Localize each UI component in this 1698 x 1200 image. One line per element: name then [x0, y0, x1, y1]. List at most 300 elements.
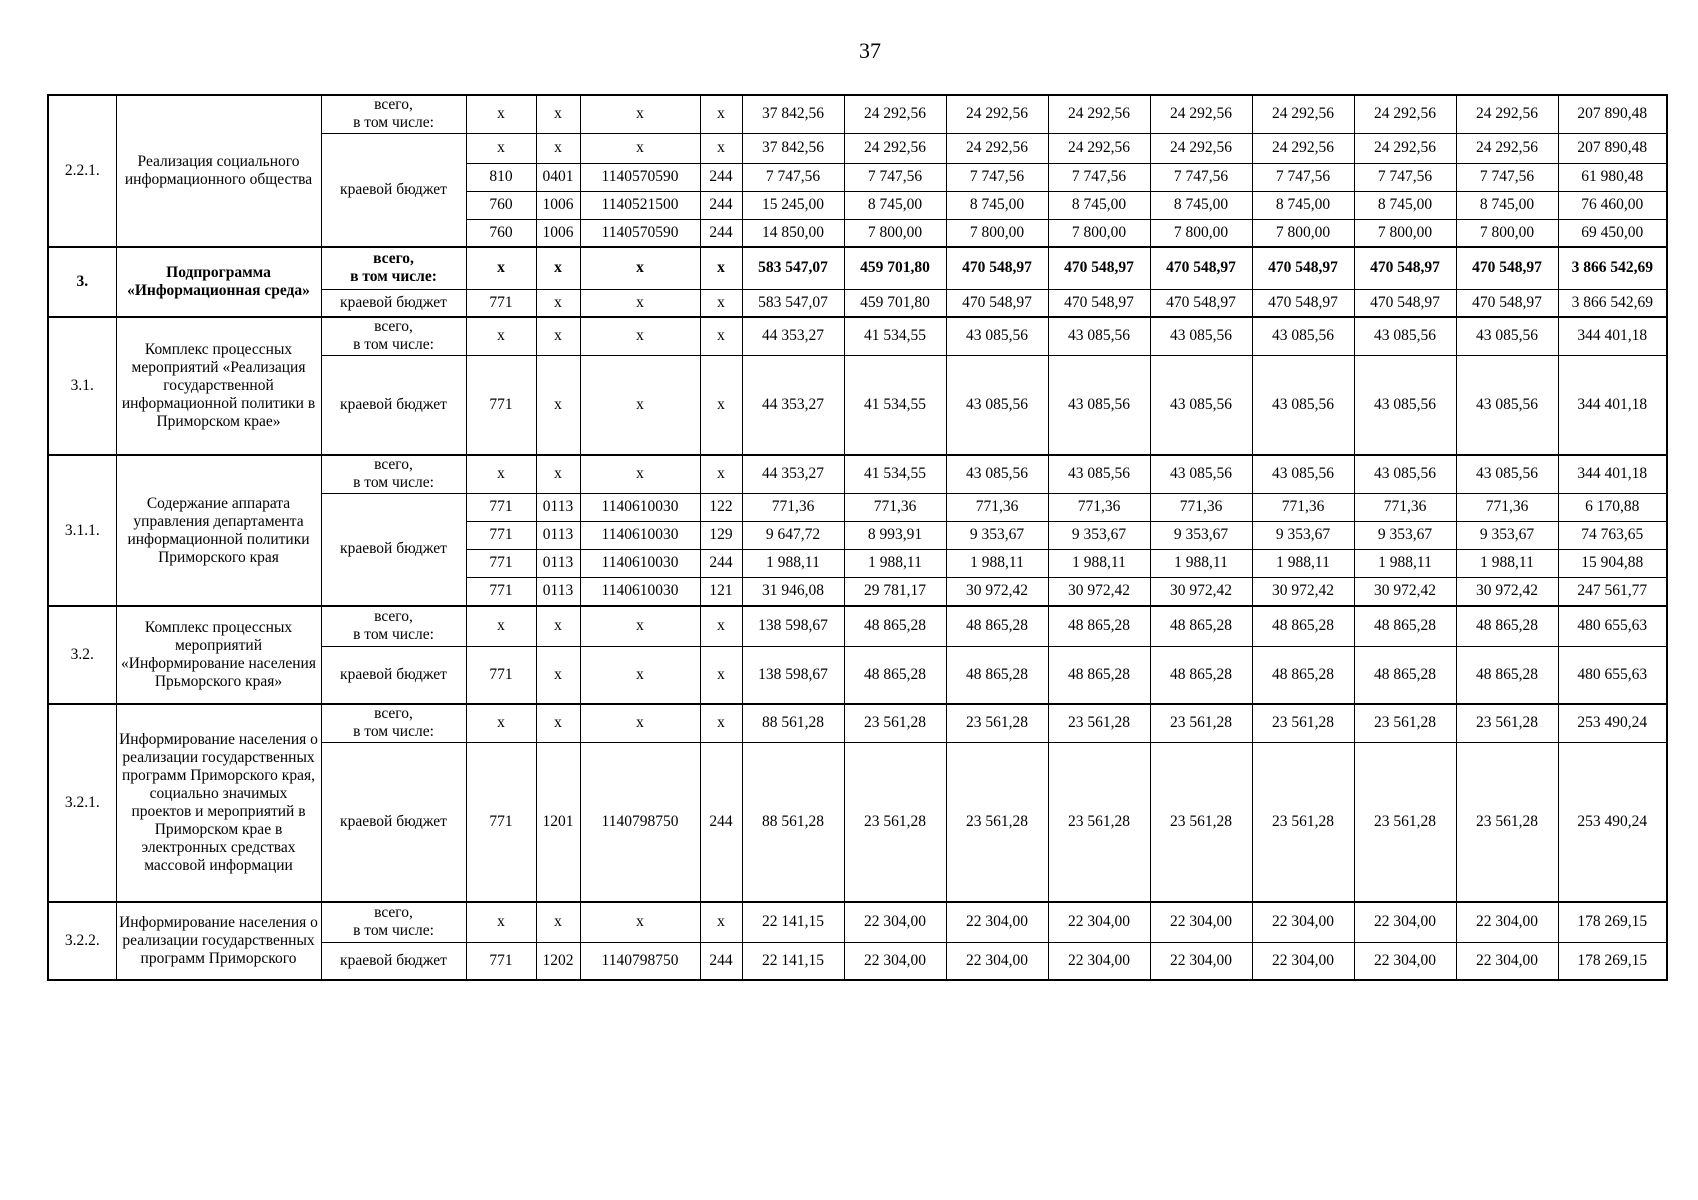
table-row — [48, 902, 1667, 942]
row-index: 3.2.2. — [48, 902, 116, 980]
budget-code-cell: х — [536, 455, 580, 493]
amount-cell: 37 842,56 — [742, 133, 844, 163]
amount-cell: 48 865,28 — [1252, 646, 1354, 704]
amount-cell: 30 972,42 — [1150, 577, 1252, 606]
amount-cell: 43 085,56 — [1252, 317, 1354, 355]
amount-cell: 22 304,00 — [1048, 902, 1150, 942]
budget-code-cell: 771 — [466, 549, 536, 577]
amount-cell: 22 304,00 — [946, 902, 1048, 942]
budget-code-cell: 810 — [466, 163, 536, 191]
amount-cell: 24 292,56 — [946, 133, 1048, 163]
budget-code-cell: х — [580, 355, 700, 455]
amount-cell: 7 747,56 — [742, 163, 844, 191]
amount-cell: 43 085,56 — [1252, 355, 1354, 455]
amount-cell: 470 548,97 — [1252, 289, 1354, 317]
source-total-label — [321, 606, 466, 646]
budget-code-cell: х — [580, 289, 700, 317]
budget-code-cell: 771 — [466, 942, 536, 980]
amount-cell: 9 353,67 — [1048, 521, 1150, 549]
budget-code-cell: 0401 — [536, 163, 580, 191]
amount-cell: 247 561,77 — [1558, 577, 1667, 606]
amount-cell: 771,36 — [844, 493, 946, 521]
budget-code-cell: 121 — [700, 577, 742, 606]
amount-cell: 7 800,00 — [946, 219, 1048, 247]
row-name: Комплекс процессных мероприятий «Информирование населения Прьморского края» — [116, 606, 321, 704]
row-name: Подпрограмма «Информационная среда» — [116, 247, 321, 317]
amount-cell: 1 988,11 — [844, 549, 946, 577]
amount-cell: 31 946,08 — [742, 577, 844, 606]
amount-cell: 7 747,56 — [946, 163, 1048, 191]
amount-cell: 48 865,28 — [844, 606, 946, 646]
amount-cell: 23 561,28 — [1252, 742, 1354, 902]
amount-cell: 24 292,56 — [1252, 133, 1354, 163]
budget-code-cell: 244 — [700, 191, 742, 219]
budget-code-cell: х — [536, 247, 580, 289]
amount-cell: 30 972,42 — [1048, 577, 1150, 606]
vsego-label: всего, — [374, 608, 413, 626]
vsego-label: всего, — [374, 904, 413, 922]
budget-code-cell: 1140570590 — [580, 219, 700, 247]
amount-cell: 8 745,00 — [1150, 191, 1252, 219]
amount-cell: 23 561,28 — [1048, 704, 1150, 742]
source-kraevoy-label: краевой бюджет — [321, 289, 466, 317]
amount-cell: 253 490,24 — [1558, 742, 1667, 902]
vsego-label: всего, — [374, 318, 413, 336]
amount-cell: 44 353,27 — [742, 317, 844, 355]
budget-code-cell: 771 — [466, 742, 536, 902]
vsego-label: всего, — [374, 456, 413, 474]
amount-cell: 24 292,56 — [1048, 95, 1150, 133]
budget-code-cell: х — [466, 133, 536, 163]
amount-cell: 1 988,11 — [742, 549, 844, 577]
amount-cell: 48 865,28 — [946, 606, 1048, 646]
amount-cell: 771,36 — [1150, 493, 1252, 521]
row-index: 2.2.1. — [48, 95, 116, 247]
amount-cell: 23 561,28 — [946, 742, 1048, 902]
budget-code-cell: х — [466, 95, 536, 133]
amount-cell: 470 548,97 — [1150, 247, 1252, 289]
row-name: Реализация социального информационного общества — [116, 95, 321, 247]
v-tom-chisle-label: в том числе: — [353, 922, 434, 940]
source-total-label — [321, 317, 466, 355]
source-kraevoy-label: краевой бюджет — [321, 646, 466, 704]
amount-cell: 24 292,56 — [1354, 95, 1456, 133]
budget-code-cell: 244 — [700, 549, 742, 577]
amount-cell: 8 745,00 — [1048, 191, 1150, 219]
amount-cell: 6 170,88 — [1558, 493, 1667, 521]
amount-cell: 9 647,72 — [742, 521, 844, 549]
amount-cell: 470 548,97 — [946, 247, 1048, 289]
budget-code-cell: 244 — [700, 942, 742, 980]
budget-code-cell: 771 — [466, 289, 536, 317]
budget-code-cell: х — [536, 704, 580, 742]
amount-cell: 24 292,56 — [1048, 133, 1150, 163]
amount-cell: 43 085,56 — [1150, 355, 1252, 455]
amount-cell: 1 988,11 — [1048, 549, 1150, 577]
amount-cell: 43 085,56 — [1456, 355, 1558, 455]
budget-code-cell: 771 — [466, 493, 536, 521]
budget-code-cell: 1140610030 — [580, 549, 700, 577]
amount-cell: 8 745,00 — [1354, 191, 1456, 219]
amount-cell: 1 988,11 — [946, 549, 1048, 577]
budget-code-cell: 1201 — [536, 742, 580, 902]
amount-cell: 1 988,11 — [1150, 549, 1252, 577]
budget-code-cell: х — [700, 902, 742, 942]
budget-code-cell: х — [580, 133, 700, 163]
amount-cell: 583 547,07 — [742, 289, 844, 317]
amount-cell: 22 304,00 — [1354, 902, 1456, 942]
amount-cell: 24 292,56 — [946, 95, 1048, 133]
budget-code-cell: х — [536, 289, 580, 317]
amount-cell: 30 972,42 — [1354, 577, 1456, 606]
amount-cell: 138 598,67 — [742, 606, 844, 646]
amount-cell: 43 085,56 — [1048, 355, 1150, 455]
budget-code-cell: х — [580, 455, 700, 493]
budget-code-cell: 1140798750 — [580, 942, 700, 980]
amount-cell: 480 655,63 — [1558, 646, 1667, 704]
source-total-label — [321, 704, 466, 742]
budget-code-cell: х — [466, 247, 536, 289]
amount-cell: 23 561,28 — [1456, 704, 1558, 742]
v-tom-chisle-label: в том числе: — [353, 114, 434, 132]
budget-code-cell: 244 — [700, 163, 742, 191]
budget-code-cell: х — [580, 646, 700, 704]
amount-cell: 771,36 — [742, 493, 844, 521]
budget-code-cell: х — [700, 646, 742, 704]
amount-cell: 48 865,28 — [1252, 606, 1354, 646]
amount-cell: 344 401,18 — [1558, 317, 1667, 355]
amount-cell: 9 353,67 — [1150, 521, 1252, 549]
amount-cell: 1 988,11 — [1354, 549, 1456, 577]
row-name: Комплекс процессных мероприятий «Реализация государственной информационной политики в Приморском крае» — [116, 317, 321, 455]
budget-code-cell: 1140610030 — [580, 521, 700, 549]
amount-cell: 178 269,15 — [1558, 942, 1667, 980]
amount-cell: 23 561,28 — [1354, 742, 1456, 902]
amount-cell: 37 842,56 — [742, 95, 844, 133]
budget-code-cell: х — [536, 606, 580, 646]
budget-code-cell: х — [700, 355, 742, 455]
amount-cell: 178 269,15 — [1558, 902, 1667, 942]
amount-cell: 8 745,00 — [844, 191, 946, 219]
amount-cell: 48 865,28 — [844, 646, 946, 704]
amount-cell: 48 865,28 — [1354, 606, 1456, 646]
amount-cell: 43 085,56 — [1354, 355, 1456, 455]
amount-cell: 43 085,56 — [1252, 455, 1354, 493]
amount-cell: 207 890,48 — [1558, 133, 1667, 163]
amount-cell: 22 304,00 — [1456, 902, 1558, 942]
budget-code-cell: х — [580, 317, 700, 355]
source-total-label — [321, 95, 466, 133]
amount-cell: 7 747,56 — [844, 163, 946, 191]
budget-code-cell: 1202 — [536, 942, 580, 980]
amount-cell: 8 993,91 — [844, 521, 946, 549]
v-tom-chisle-label: в том числе: — [353, 336, 434, 354]
amount-cell: 771,36 — [946, 493, 1048, 521]
budget-code-cell: 1006 — [536, 219, 580, 247]
amount-cell: 22 304,00 — [1150, 942, 1252, 980]
amount-cell: 41 534,55 — [844, 355, 946, 455]
amount-cell: 138 598,67 — [742, 646, 844, 704]
amount-cell: 43 085,56 — [1456, 317, 1558, 355]
amount-cell: 24 292,56 — [1354, 133, 1456, 163]
budget-code-cell: х — [466, 317, 536, 355]
budget-code-cell: х — [580, 95, 700, 133]
budget-code-cell: 129 — [700, 521, 742, 549]
amount-cell: 44 353,27 — [742, 355, 844, 455]
amount-cell: 207 890,48 — [1558, 95, 1667, 133]
amount-cell: 22 141,15 — [742, 942, 844, 980]
amount-cell: 253 490,24 — [1558, 704, 1667, 742]
budget-code-cell: х — [700, 247, 742, 289]
source-total-label — [321, 247, 466, 289]
row-index: 3.2.1. — [48, 704, 116, 902]
vsego-label: всего, — [374, 96, 413, 114]
amount-cell: 771,36 — [1252, 493, 1354, 521]
budget-code-cell: 244 — [700, 742, 742, 902]
amount-cell: 470 548,97 — [1150, 289, 1252, 317]
amount-cell: 23 561,28 — [1048, 742, 1150, 902]
amount-cell: 7 800,00 — [1354, 219, 1456, 247]
source-kraevoy-label: краевой бюджет — [321, 355, 466, 455]
amount-cell: 61 980,48 — [1558, 163, 1667, 191]
amount-cell: 43 085,56 — [1354, 455, 1456, 493]
amount-cell: 771,36 — [1048, 493, 1150, 521]
amount-cell: 43 085,56 — [1048, 455, 1150, 493]
budget-code-cell: х — [536, 133, 580, 163]
amount-cell: 470 548,97 — [1048, 289, 1150, 317]
amount-cell: 43 085,56 — [1150, 317, 1252, 355]
budget-code-cell: 1006 — [536, 191, 580, 219]
amount-cell: 43 085,56 — [1354, 317, 1456, 355]
amount-cell: 7 800,00 — [1048, 219, 1150, 247]
amount-cell: 7 747,56 — [1150, 163, 1252, 191]
budget-code-cell: 760 — [466, 191, 536, 219]
table-row — [48, 455, 1667, 493]
amount-cell: 29 781,17 — [844, 577, 946, 606]
amount-cell: 7 800,00 — [844, 219, 946, 247]
amount-cell: 344 401,18 — [1558, 455, 1667, 493]
budget-code-cell: 0113 — [536, 549, 580, 577]
amount-cell: 1 988,11 — [1252, 549, 1354, 577]
amount-cell: 22 304,00 — [1252, 902, 1354, 942]
amount-cell: 48 865,28 — [1456, 646, 1558, 704]
amount-cell: 7 747,56 — [1048, 163, 1150, 191]
amount-cell: 22 141,15 — [742, 902, 844, 942]
amount-cell: 7 747,56 — [1456, 163, 1558, 191]
budget-code-cell: 0113 — [536, 577, 580, 606]
amount-cell: 48 865,28 — [1048, 606, 1150, 646]
source-kraevoy-label: краевой бюджет — [321, 493, 466, 606]
amount-cell: 8 745,00 — [946, 191, 1048, 219]
page-number: 37 — [859, 38, 881, 63]
budget-code-cell: х — [580, 606, 700, 646]
amount-cell: 23 561,28 — [1456, 742, 1558, 902]
amount-cell: 23 561,28 — [844, 704, 946, 742]
budget-code-cell: 0113 — [536, 521, 580, 549]
amount-cell: 43 085,56 — [946, 317, 1048, 355]
budget-code-cell: 771 — [466, 577, 536, 606]
budget-code-cell: 771 — [466, 355, 536, 455]
amount-cell: 24 292,56 — [1252, 95, 1354, 133]
source-total-label — [321, 902, 466, 942]
amount-cell: 23 561,28 — [1252, 704, 1354, 742]
amount-cell: 22 304,00 — [844, 942, 946, 980]
amount-cell: 14 850,00 — [742, 219, 844, 247]
amount-cell: 43 085,56 — [1150, 455, 1252, 493]
amount-cell: 76 460,00 — [1558, 191, 1667, 219]
amount-cell: 43 085,56 — [1456, 455, 1558, 493]
amount-cell: 41 534,55 — [844, 455, 946, 493]
source-kraevoy-label: краевой бюджет — [321, 942, 466, 980]
budget-code-cell: х — [536, 646, 580, 704]
amount-cell: 470 548,97 — [1354, 289, 1456, 317]
amount-cell: 7 747,56 — [1354, 163, 1456, 191]
amount-cell: 48 865,28 — [1456, 606, 1558, 646]
amount-cell: 23 561,28 — [1150, 742, 1252, 902]
amount-cell: 470 548,97 — [1252, 247, 1354, 289]
budget-code-cell: х — [580, 704, 700, 742]
table-row — [48, 317, 1667, 355]
amount-cell: 88 561,28 — [742, 742, 844, 902]
budget-code-cell: х — [700, 606, 742, 646]
amount-cell: 459 701,80 — [844, 289, 946, 317]
amount-cell: 48 865,28 — [1150, 606, 1252, 646]
amount-cell: 3 866 542,69 — [1558, 247, 1667, 289]
amount-cell: 43 085,56 — [946, 355, 1048, 455]
amount-cell: 470 548,97 — [1354, 247, 1456, 289]
amount-cell: 7 800,00 — [1150, 219, 1252, 247]
budget-code-cell: х — [466, 902, 536, 942]
amount-cell: 74 763,65 — [1558, 521, 1667, 549]
amount-cell: 15 904,88 — [1558, 549, 1667, 577]
amount-cell: 8 745,00 — [1456, 191, 1558, 219]
budget-code-cell: 1140798750 — [580, 742, 700, 902]
budget-code-cell: х — [466, 606, 536, 646]
amount-cell: 48 865,28 — [946, 646, 1048, 704]
budget-code-cell: 1140610030 — [580, 577, 700, 606]
amount-cell: 43 085,56 — [1048, 317, 1150, 355]
budget-code-cell: 122 — [700, 493, 742, 521]
budget-code-cell: х — [536, 317, 580, 355]
row-name: Информирование населения о реализации государственных программ Приморского — [116, 902, 321, 980]
amount-cell: 1 988,11 — [1456, 549, 1558, 577]
source-total-label — [321, 455, 466, 493]
amount-cell: 470 548,97 — [1456, 289, 1558, 317]
amount-cell: 480 655,63 — [1558, 606, 1667, 646]
budget-code-cell: 1140570590 — [580, 163, 700, 191]
amount-cell: 9 353,67 — [1456, 521, 1558, 549]
amount-cell: 470 548,97 — [1048, 247, 1150, 289]
v-tom-chisle-label: в том числе: — [353, 474, 434, 492]
budget-code-cell: х — [700, 317, 742, 355]
budget-code-cell: х — [536, 95, 580, 133]
amount-cell: 7 800,00 — [1252, 219, 1354, 247]
budget-table — [47, 94, 1668, 981]
amount-cell: 22 304,00 — [946, 942, 1048, 980]
amount-cell: 22 304,00 — [1354, 942, 1456, 980]
budget-code-cell: 1140521500 — [580, 191, 700, 219]
row-name: Информирование населения о реализации государственных программ Приморского края, социально значимых проектов и мероприятий в Приморском крае в электронных средствах массовой информации — [116, 704, 321, 902]
budget-code-cell: 0113 — [536, 493, 580, 521]
amount-cell: 23 561,28 — [844, 742, 946, 902]
amount-cell: 24 292,56 — [1456, 133, 1558, 163]
row-index: 3. — [48, 247, 116, 317]
amount-cell: 24 292,56 — [844, 95, 946, 133]
amount-cell: 470 548,97 — [1456, 247, 1558, 289]
row-index: 3.1.1. — [48, 455, 116, 606]
amount-cell: 22 304,00 — [1150, 902, 1252, 942]
amount-cell: 48 865,28 — [1048, 646, 1150, 704]
budget-code-cell: 1140610030 — [580, 493, 700, 521]
budget-code-cell: 771 — [466, 646, 536, 704]
amount-cell: 48 865,28 — [1354, 646, 1456, 704]
amount-cell: 23 561,28 — [1150, 704, 1252, 742]
budget-code-cell: 771 — [466, 521, 536, 549]
budget-code-cell: х — [700, 704, 742, 742]
budget-code-cell: х — [536, 902, 580, 942]
amount-cell: 771,36 — [1354, 493, 1456, 521]
amount-cell: 88 561,28 — [742, 704, 844, 742]
v-tom-chisle-label: в том числе: — [353, 626, 434, 644]
amount-cell: 7 800,00 — [1456, 219, 1558, 247]
amount-cell: 9 353,67 — [946, 521, 1048, 549]
amount-cell: 9 353,67 — [1354, 521, 1456, 549]
amount-cell: 44 353,27 — [742, 455, 844, 493]
amount-cell: 22 304,00 — [1456, 942, 1558, 980]
amount-cell: 15 245,00 — [742, 191, 844, 219]
amount-cell: 24 292,56 — [1150, 133, 1252, 163]
row-index: 3.2. — [48, 606, 116, 704]
amount-cell: 41 534,55 — [844, 317, 946, 355]
budget-code-cell: х — [700, 95, 742, 133]
amount-cell: 30 972,42 — [946, 577, 1048, 606]
amount-cell: 24 292,56 — [1456, 95, 1558, 133]
source-kraevoy-label: краевой бюджет — [321, 133, 466, 247]
v-tom-chisle-label: в том числе: — [353, 723, 434, 741]
amount-cell: 22 304,00 — [1252, 942, 1354, 980]
amount-cell: 459 701,80 — [844, 247, 946, 289]
vsego-label: всего, — [373, 250, 414, 268]
budget-code-cell: х — [466, 455, 536, 493]
amount-cell: 470 548,97 — [946, 289, 1048, 317]
amount-cell: 69 450,00 — [1558, 219, 1667, 247]
v-tom-chisle-label: в том числе: — [350, 268, 437, 286]
amount-cell: 24 292,56 — [1150, 95, 1252, 133]
amount-cell: 22 304,00 — [1048, 942, 1150, 980]
amount-cell: 344 401,18 — [1558, 355, 1667, 455]
amount-cell: 23 561,28 — [946, 704, 1048, 742]
amount-cell: 23 561,28 — [1354, 704, 1456, 742]
budget-code-cell: х — [700, 455, 742, 493]
amount-cell: 7 747,56 — [1252, 163, 1354, 191]
amount-cell: 22 304,00 — [844, 902, 946, 942]
table-row — [48, 704, 1667, 742]
amount-cell: 30 972,42 — [1456, 577, 1558, 606]
amount-cell: 30 972,42 — [1252, 577, 1354, 606]
amount-cell: 771,36 — [1456, 493, 1558, 521]
budget-code-cell: х — [580, 902, 700, 942]
amount-cell: 8 745,00 — [1252, 191, 1354, 219]
row-name: Содержание аппарата управления департамента информационной политики Приморского края — [116, 455, 321, 606]
amount-cell: 48 865,28 — [1150, 646, 1252, 704]
table-row — [48, 606, 1667, 646]
amount-cell: 583 547,07 — [742, 247, 844, 289]
row-index: 3.1. — [48, 317, 116, 455]
amount-cell: 24 292,56 — [844, 133, 946, 163]
budget-code-cell: х — [466, 704, 536, 742]
budget-code-cell: х — [580, 247, 700, 289]
budget-code-cell: х — [700, 289, 742, 317]
